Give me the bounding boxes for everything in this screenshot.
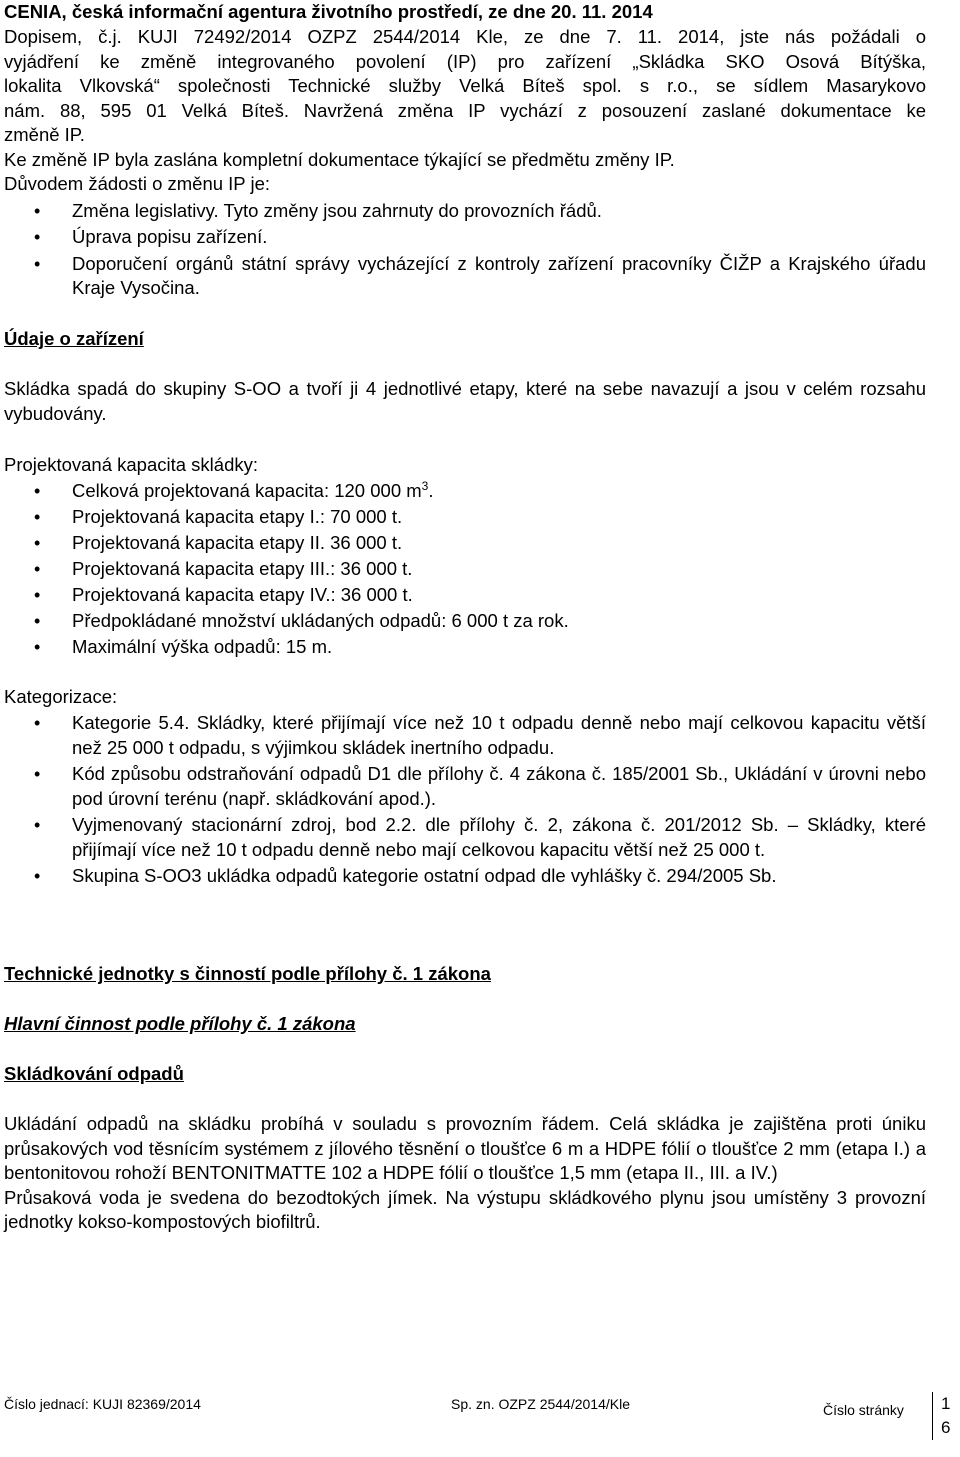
page-number: 1 (941, 1394, 951, 1413)
page-footer (4, 1392, 954, 1452)
list-item: • Projektovaná kapacita etapy III.: 36 000 t. (4, 557, 926, 583)
list-item: • Projektovaná kapacita etapy IV.: 36 000 t. (4, 583, 926, 609)
categorization-title: Kategorizace: (4, 686, 118, 707)
list-item: • Předpokládané množství ukládaných odpadů: 6 000 t za rok. (4, 609, 926, 635)
list-item: • Doporučení orgánů státní správy vycházející z kontroly zařízení pracovníky ČIŽP a Krajského úřadu Kraje Vysočina. (4, 252, 926, 301)
intro-line-5: změně IP. (4, 124, 85, 145)
list-item: • Skupina S-OO3 ukládka odpadů kategorie ostatní odpad dle vyhlášky č. 294/2005 Sb. (4, 864, 926, 889)
page-number-box (932, 1392, 950, 1440)
landfilling-text (4, 1112, 926, 1235)
capacity-title: Projektovaná kapacita skládky: (4, 454, 258, 475)
page-total: 6 (941, 1418, 951, 1437)
list-item: • Projektovaná kapacita etapy II. 36 000 t. (4, 531, 926, 557)
intro-line-4: nám. 88, 595 01 Velká Bíteš. Navržená změna IP vychází z posouzení zaslané dokumentace ke (4, 99, 926, 121)
list-item: • Změna legislativy. Tyto změny jsou zahrnuty do provozních řádů. (4, 199, 926, 224)
landfilling-paragraph-2: Průsaková voda je svedena do bezodtokých jímek. Na výstupu skládkového plynu jsou umístěny 3 provozní jednotky kokso-kompostových biofiltrů. (4, 1186, 926, 1232)
list-item: • Maximální výška odpadů: 15 m. (4, 635, 926, 661)
landfilling-paragraph-1: Ukládání odpadů na skládku probíhá v souladu s provozním řádem. Celá skládka je zajištěna proti úniku průsakových vod těsnícím systémem z jílového těsnění o tloušťce 6 m a HDPE fólií o tloušťce 2 mm (etapa I.) a bentonitovou rohoží BENTONITMATTE 102 a HDPE fólií o tloušťce 1,5 mm (etapa II., III. a IV.) (4, 1113, 926, 1183)
list-item: • Kód způsobu odstraňování odpadů D1 dle přílohy č. 4 zákona č. 185/2001 Sb., Ukládání v úrovni nebo pod úrovní terénu (např. skládkování apod.). (4, 762, 926, 811)
page-label: Číslo stránky (823, 1402, 904, 1418)
intro-reason-title: Důvodem žádosti o změnu IP je: (4, 173, 270, 194)
reference-number: Číslo jednací: KUJI 82369/2014 (4, 1396, 201, 1412)
list-item: • Projektovaná kapacita etapy I.: 70 000 t. (4, 505, 926, 531)
intro-paragraph (4, 25, 926, 301)
categorization-list (4, 711, 926, 889)
intro-docs-line: Ke změně IP byla zaslána kompletní dokumentace týkající se předmětu změny IP. (4, 148, 675, 170)
facility-text: Skládka spadá do skupiny S-OO a tvoří ji 4 jednotlivé etapy, které na sebe navazují a jsou v celém rozsahu vybudovány. (4, 378, 926, 424)
technical-units-heading: Technické jednotky s činností podle přílohy č. 1 zákona (4, 963, 491, 984)
file-number: Sp. zn. OZPZ 2544/2014/Kle (451, 1396, 630, 1412)
intro-line-3: lokalita Vlkovská“ společnosti Technické služby Velká Bíteš spol. s r.o., se sídlem Masarykovo (4, 75, 926, 96)
list-item: • Vyjmenovaný stacionární zdroj, bod 2.2. dle přílohy č. 2, zákona č. 201/2012 Sb. – Skládky, které přijímají více než 10 t odpadu denně nebo mají celkovou kapacitu větší než 25 000 t. (4, 813, 926, 862)
list-item: • Úprava popisu zařízení. (4, 225, 926, 250)
facility-heading: Údaje o zařízení (4, 328, 144, 349)
reason-list (4, 199, 926, 301)
intro-line-2: vyjádření ke změně integrovaného povolení (IP) pro zařízení „Skládka SKO Osová Bítýška, (4, 50, 926, 72)
list-item: • Celková projektovaná kapacita: 120 000 $m^3$. (4, 479, 926, 505)
intro-line-1: Dopisem, č.j. KUJI 72492/2014 OZPZ 2544/2014 Kle, ze dne 7. 11. 2014, jste nás požádali o (4, 26, 926, 47)
header-line: CENIA, česká informační agentura životního prostředí, ze dne 20. 11. 2014 (4, 1, 653, 22)
list-item: • Kategorie 5.4. Skládky, které přijímají více než 10 t odpadu denně nebo mají celkovou kapacitu větší než 25 000 t odpadu, s výjimkou skládek inertního odpadu. (4, 711, 926, 760)
landfilling-heading: Skládkování odpadů (4, 1063, 184, 1084)
capacity-list (4, 479, 926, 661)
main-activity-heading: Hlavní činnost podle přílohy č. 1 zákona (4, 1013, 356, 1034)
